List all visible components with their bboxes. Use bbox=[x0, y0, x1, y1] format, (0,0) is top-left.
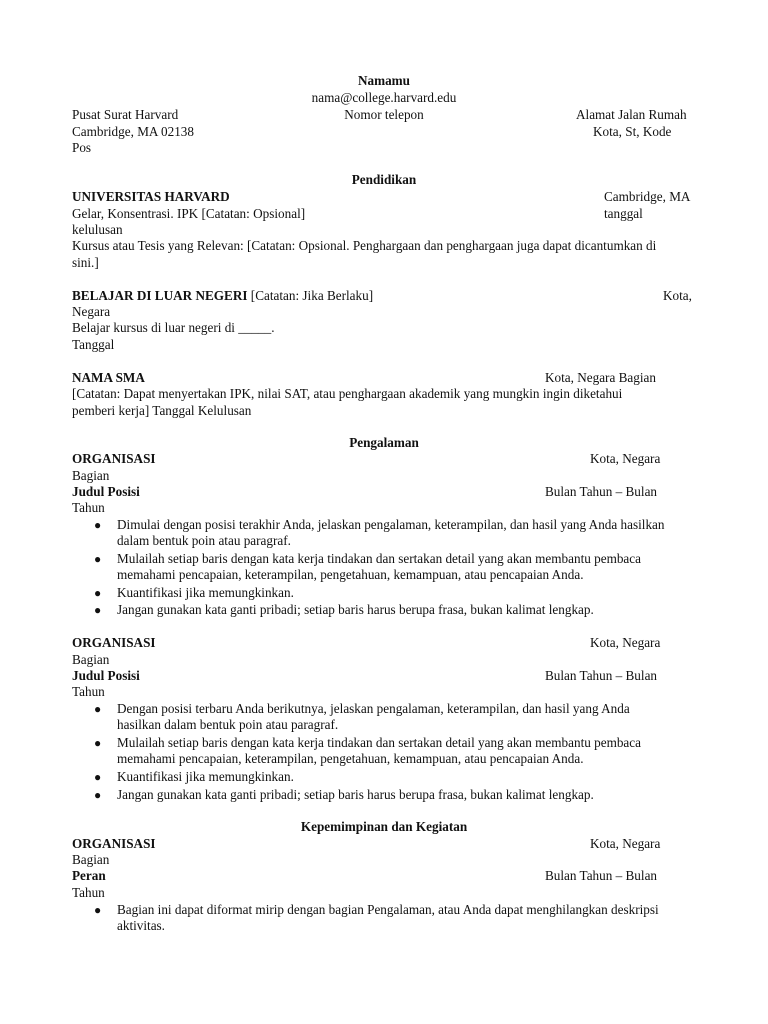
highschool-note-line-2: pemberi kerja] Tanggal Kelulusan bbox=[72, 403, 252, 418]
home-address-line-2: Kota, St, Kode bbox=[593, 124, 672, 139]
resume-name: Namamu bbox=[357, 73, 411, 88]
bullet-icon: ● bbox=[94, 586, 102, 600]
bullet-icon: ● bbox=[94, 552, 102, 566]
highschool-name: NAMA SMA bbox=[72, 370, 145, 385]
abroad-location: Kota, bbox=[663, 288, 692, 303]
highschool-location: Kota, Negara Bagian bbox=[545, 370, 656, 385]
harvard-location: Cambridge, MA bbox=[604, 189, 691, 204]
bullet-icon: ● bbox=[94, 903, 102, 917]
bullet-text: aktivitas. bbox=[117, 918, 165, 933]
bullet-text: Bagian ini dapat diformat mirip dengan bagian Pengalaman, atau Anda dapat menghilangkan deskripsi bbox=[117, 902, 659, 917]
leadership-location-cont: Bagian bbox=[72, 852, 110, 867]
experience-position: Judul Posisi bbox=[72, 668, 140, 683]
abroad-description: Belajar kursus di luar negeri di _____. bbox=[72, 320, 275, 335]
section-title-education: Pendidikan bbox=[351, 172, 417, 187]
harvard-name: UNIVERSITAS HARVARD bbox=[72, 189, 230, 204]
bullet-text: hasilkan dalam bentuk poin atau paragraf. bbox=[117, 717, 339, 732]
leadership-dates: Bulan Tahun – Bulan bbox=[545, 868, 658, 883]
home-address-line-3: Pos bbox=[72, 140, 92, 155]
harvard-degree: Gelar, Konsentrasi. IPK [Catatan: Opsional] bbox=[72, 206, 306, 221]
experience-dates: Bulan Tahun – Bulan bbox=[545, 668, 658, 683]
experience-dates: Bulan Tahun – Bulan bbox=[545, 484, 658, 499]
bullet-text: Mulailah setiap baris dengan kata kerja tindakan dan sertakan detail yang akan membantu pembaca bbox=[117, 551, 641, 566]
experience-location-cont: Bagian bbox=[72, 652, 110, 667]
leadership-org: ORGANISASI bbox=[72, 836, 156, 851]
experience-org: ORGANISASI bbox=[72, 451, 156, 466]
phone-number: Nomor telepon bbox=[344, 107, 424, 122]
experience-dates-cont: Tahun bbox=[72, 684, 105, 699]
abroad-date: Tanggal bbox=[72, 337, 115, 352]
experience-position: Judul Posisi bbox=[72, 484, 140, 499]
bullet-text: memahami pencapaian, keterampilan, pengetahuan, kemampuan, atau pencapaian Anda. bbox=[117, 567, 584, 582]
section-title-leadership: Kepemimpinan dan Kegiatan bbox=[300, 819, 468, 834]
leadership-location: Kota, Negara bbox=[590, 836, 661, 851]
experience-location: Kota, Negara bbox=[590, 451, 661, 466]
bullet-text: Jangan gunakan kata ganti pribadi; setiap baris harus berupa frasa, bukan kalimat lengkap. bbox=[117, 787, 594, 802]
bullet-icon: ● bbox=[94, 702, 102, 716]
abroad-heading bbox=[72, 288, 373, 305]
school-address-line-2: Cambridge, MA 02138 bbox=[72, 124, 194, 139]
school-address-line-1: Pusat Surat Harvard bbox=[72, 107, 179, 122]
email: nama@college.harvard.edu bbox=[311, 90, 457, 105]
bullet-text: memahami pencapaian, keterampilan, pengetahuan, kemampuan, atau pencapaian Anda. bbox=[117, 751, 584, 766]
abroad-location-cont: Negara bbox=[72, 304, 111, 319]
harvard-date: tanggal bbox=[604, 206, 643, 221]
bullet-text: Kuantifikasi jika memungkinkan. bbox=[117, 769, 294, 784]
bullet-text: Dengan posisi terbaru Anda berikutnya, jelaskan pengalaman, keterampilan, dan hasil yang Anda bbox=[117, 701, 630, 716]
bullet-text: Jangan gunakan kata ganti pribadi; setiap baris harus berupa frasa, bukan kalimat lengkap. bbox=[117, 602, 594, 617]
section-title-experience: Pengalaman bbox=[349, 435, 419, 450]
harvard-date-cont: kelulusan bbox=[72, 222, 123, 237]
experience-org: ORGANISASI bbox=[72, 635, 156, 650]
harvard-courses-line-1: Kursus atau Tesis yang Relevan: [Catatan: Opsional. Penghargaan dan penghargaan juga dapat dicantumkan di bbox=[72, 238, 657, 253]
experience-dates-cont: Tahun bbox=[72, 500, 105, 515]
abroad-name: BELAJAR DI LUAR NEGERI bbox=[72, 288, 248, 303]
leadership-role: Peran bbox=[72, 868, 106, 883]
leadership-dates-cont: Tahun bbox=[72, 885, 105, 900]
bullet-icon: ● bbox=[94, 603, 102, 617]
bullet-text: Mulailah setiap baris dengan kata kerja tindakan dan sertakan detail yang akan membantu pembaca bbox=[117, 735, 641, 750]
harvard-courses-line-2: sini.] bbox=[72, 255, 99, 270]
bullet-icon: ● bbox=[94, 770, 102, 784]
experience-location-cont: Bagian bbox=[72, 468, 110, 483]
bullet-icon: ● bbox=[94, 736, 102, 750]
bullet-text: Kuantifikasi jika memungkinkan. bbox=[117, 585, 294, 600]
bullet-text: Dimulai dengan posisi terakhir Anda, jelaskan pengalaman, keterampilan, dan hasil yang Anda hasilkan bbox=[117, 517, 665, 532]
bullet-icon: ● bbox=[94, 518, 102, 532]
highschool-note-line-1: [Catatan: Dapat menyertakan IPK, nilai SAT, atau penghargaan akademik yang mungkin ingin diketahui bbox=[72, 386, 623, 401]
abroad-note: [Catatan: Jika Berlaku] bbox=[247, 288, 374, 303]
bullet-text: dalam bentuk poin atau paragraf. bbox=[117, 533, 291, 548]
home-address-line-1: Alamat Jalan Rumah bbox=[576, 107, 687, 122]
experience-location: Kota, Negara bbox=[590, 635, 661, 650]
bullet-icon: ● bbox=[94, 788, 102, 802]
